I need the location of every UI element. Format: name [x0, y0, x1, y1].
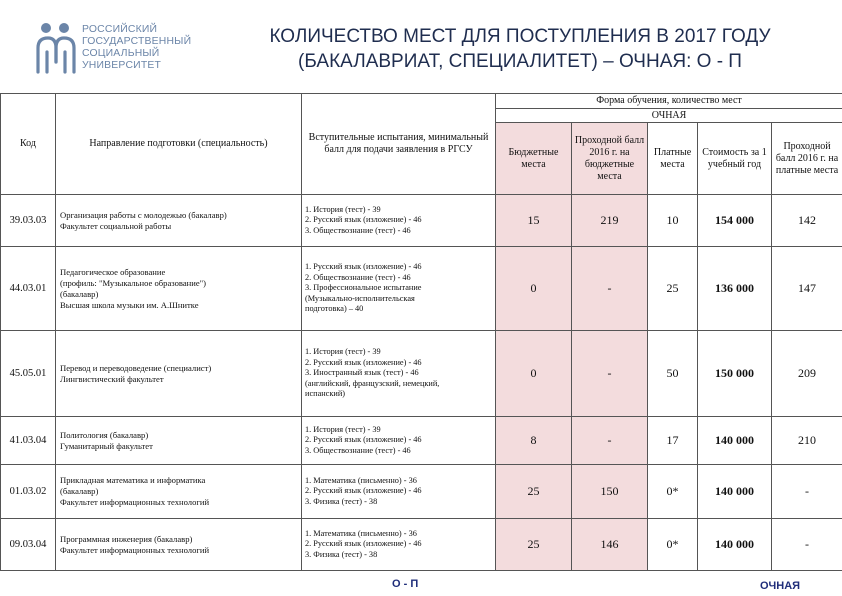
direction-line: (бакалавр) — [60, 486, 99, 496]
direction-line: Лингвистический факультет — [60, 373, 164, 384]
cell-budget: 0 — [496, 331, 572, 417]
footer-form-label: ОЧНАЯ — [760, 580, 801, 592]
cell-paid: 0* — [648, 519, 698, 571]
cell-pass-paid: - — [772, 519, 842, 571]
cell-cost: 136 000 — [698, 247, 772, 331]
cell-code: 39.03.03 — [1, 195, 56, 247]
cell-code: 01.03.02 — [1, 465, 56, 519]
cell-exams — [302, 465, 496, 519]
cell-budget: 0 — [496, 247, 572, 331]
page-title-line: (БАКАЛАВРИАТ, СПЕЦИАЛИТЕТ) – ОЧНАЯ: О - П — [298, 51, 742, 72]
header-pass-paid: Проходной балл 2016 г. на платные места — [772, 123, 842, 195]
cell-pass-paid: 210 — [772, 417, 842, 465]
cell-cost: 140 000 — [698, 465, 772, 519]
direction-line: Высшая школа музыки им. А.Шнитке — [60, 299, 199, 310]
exam-line: 3. Обществознание (тест) - 46 — [305, 225, 411, 235]
cell-paid: 0* — [648, 465, 698, 519]
cell-direction — [56, 247, 302, 331]
cell-direction — [56, 195, 302, 247]
cell-pass-paid: - — [772, 465, 842, 519]
cell-direction — [56, 519, 302, 571]
direction-line: (профиль: "Музыкальное образование") — [60, 277, 207, 288]
exam-line: 3. Физика (тест) - 38 — [305, 549, 378, 559]
exam-line: 3. Профессиональное испытание — [305, 283, 422, 293]
direction-line: Факультет информационных технологий — [60, 544, 210, 555]
cell-pass-budget: - — [572, 417, 648, 465]
exam-line: 3. Физика (тест) - 38 — [305, 496, 378, 506]
direction-line: Организация работы с молодежью (бакалавр) — [60, 209, 227, 220]
logo-line: СОЦИАЛЬНЫЙ — [82, 48, 160, 59]
cell-budget: 8 — [496, 417, 572, 465]
exam-line: испанский) — [305, 389, 346, 399]
exam-line: 2. Русский язык (изложение) - 46 — [305, 215, 422, 225]
header-exams: Вступительные испытания, минимальный балл для подачи заявления в РГСУ — [302, 94, 496, 195]
header-pass-budget: Проходной балл 2016 г. на бюджетные места — [572, 123, 648, 195]
cell-pass-budget: 150 — [572, 465, 648, 519]
cell-budget: 25 — [496, 519, 572, 571]
cell-budget: 15 — [496, 195, 572, 247]
table-row — [1, 519, 842, 571]
exam-line: 1. Математика (письменно) - 36 — [305, 528, 417, 538]
exam-line: 1. История (тест) - 39 — [305, 204, 381, 214]
cell-exams — [302, 417, 496, 465]
admission-table — [0, 93, 842, 571]
cell-pass-budget: 219 — [572, 195, 648, 247]
people-icon — [38, 23, 74, 72]
table-row — [1, 465, 842, 519]
header-paid: Платные места — [648, 123, 698, 195]
exam-line: 2. Русский язык (изложение) - 46 — [305, 539, 422, 549]
direction-line: Факультет социальной работы — [60, 220, 172, 231]
header-cost: Стоимость за 1 учебный год — [698, 123, 772, 195]
direction-line: (бакалавр) — [60, 288, 99, 299]
header-direction: Направление подготовки (специальность) — [56, 94, 302, 195]
page-title — [200, 24, 840, 74]
cell-pass-budget: - — [572, 331, 648, 417]
table-row — [1, 417, 842, 465]
exam-line: 1. Математика (письменно) - 36 — [305, 475, 417, 485]
cell-code: 09.03.04 — [1, 519, 56, 571]
cell-cost: 154 000 — [698, 195, 772, 247]
cell-exams — [302, 519, 496, 571]
exam-line: подготовка) – 40 — [305, 304, 364, 314]
cell-paid: 25 — [648, 247, 698, 331]
exam-line: (Музыкально-исполнительская — [305, 293, 415, 303]
direction-line: Программная инженерия (бакалавр) — [60, 533, 193, 544]
cell-paid: 17 — [648, 417, 698, 465]
cell-exams — [302, 247, 496, 331]
header-code: Код — [1, 94, 56, 195]
direction-line: Прикладная математика и информатика — [60, 475, 206, 485]
cell-budget: 25 — [496, 465, 572, 519]
cell-direction — [56, 331, 302, 417]
cell-pass-paid: 142 — [772, 195, 842, 247]
header-form: Форма обучения, количество мест — [496, 94, 842, 109]
header-ochnaya: ОЧНАЯ — [496, 109, 842, 123]
cell-pass-paid: 209 — [772, 331, 842, 417]
direction-line: Гуманитарный факультет — [60, 440, 153, 451]
cell-exams — [302, 331, 496, 417]
exam-line: 2. Русский язык (изложение) - 46 — [305, 357, 422, 367]
header-budget: Бюджетные места — [496, 123, 572, 195]
direction-line: Факультет информационных технологий — [60, 497, 210, 507]
logo-line: РОССИЙСКИЙ — [82, 24, 158, 35]
table-row — [1, 331, 842, 417]
table-row — [1, 195, 842, 247]
exam-line: 1. Русский язык (изложение) - 46 — [305, 262, 422, 272]
exam-line: 1. История (тест) - 39 — [305, 347, 381, 357]
direction-line: Перевод и переводоведение (специалист) — [60, 362, 212, 373]
exam-line: (английский, французский, немецкий, — [305, 378, 440, 388]
logo-text — [82, 24, 207, 72]
logo-line: ГОСУДАРСТВЕННЫЙ — [82, 36, 192, 47]
cell-code: 44.03.01 — [1, 247, 56, 331]
exam-line: 3. Обществознание (тест) - 46 — [305, 445, 411, 455]
footer-section-label: О - П — [392, 578, 419, 590]
cell-paid: 10 — [648, 195, 698, 247]
page-title-line: КОЛИЧЕСТВО МЕСТ ДЛЯ ПОСТУПЛЕНИЯ В 2017 ГОДУ — [269, 26, 771, 47]
cell-code: 41.03.04 — [1, 417, 56, 465]
cell-pass-budget: 146 — [572, 519, 648, 571]
cell-cost: 150 000 — [698, 331, 772, 417]
exam-line: 1. История (тест) - 39 — [305, 424, 381, 434]
direction-line: Педагогическое образование — [60, 266, 166, 277]
exam-line: 2. Русский язык (изложение) - 46 — [305, 435, 422, 445]
cell-code: 45.05.01 — [1, 331, 56, 417]
exam-line: 2. Обществознание (тест) - 46 — [305, 272, 411, 282]
cell-pass-paid: 147 — [772, 247, 842, 331]
cell-cost: 140 000 — [698, 417, 772, 465]
cell-paid: 50 — [648, 331, 698, 417]
direction-line: Политология (бакалавр) — [60, 429, 149, 440]
logo-line: УНИВЕРСИТЕТ — [82, 60, 162, 71]
cell-direction — [56, 417, 302, 465]
cell-direction — [56, 465, 302, 519]
cell-cost: 140 000 — [698, 519, 772, 571]
cell-exams — [302, 195, 496, 247]
page-header — [0, 0, 842, 92]
exam-line: 2. Русский язык (изложение) - 46 — [305, 486, 422, 496]
table-row — [1, 247, 842, 331]
exam-line: 3. Иностранный язык (тест) - 46 — [305, 368, 419, 378]
cell-pass-budget: - — [572, 247, 648, 331]
